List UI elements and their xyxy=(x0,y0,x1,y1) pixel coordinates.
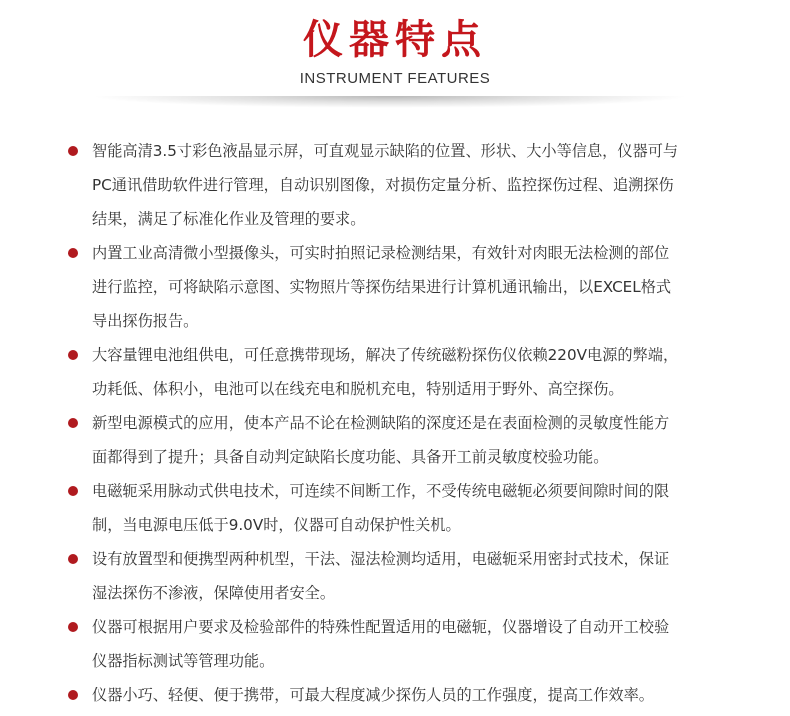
feature-line: 面都得到了提升；具备自动判定缺陷长度功能、具备开工前灵敏度校验功能。 xyxy=(92,448,609,466)
feature-list xyxy=(0,134,790,712)
feature-line: 仪器指标测试等管理功能。 xyxy=(92,652,275,670)
page-subtitle: INSTRUMENT FEATURES xyxy=(299,70,491,87)
bullet-icon xyxy=(68,418,78,428)
feature-line: 仪器小巧、轻便、便于携带，可最大程度减少探伤人员的工作强度，提高工作效率。 xyxy=(92,686,654,704)
feature-line: 进行监控，可将缺陷示意图、实物照片等探伤结果进行计算机通讯输出，以EXCEL格式 xyxy=(92,278,672,296)
feature-line: 大容量锂电池组供电，可任意携带现场，解决了传统磁粉探伤仪依赖220V电源的弊端， xyxy=(92,346,679,364)
bullet-icon xyxy=(68,248,78,258)
bullet-icon xyxy=(68,486,78,496)
feature-item xyxy=(0,406,790,474)
feature-line: 内置工业高清微小型摄像头，可实时拍照记录检测结果，有效针对肉眼无法检测的部位 xyxy=(92,244,670,262)
bullet-icon xyxy=(68,554,78,564)
feature-line: 功耗低、体积小，电池可以在线充电和脱机充电，特别适用于野外、高空探伤。 xyxy=(92,380,624,398)
header-divider xyxy=(90,96,690,108)
feature-item xyxy=(0,474,790,542)
feature-item xyxy=(0,542,790,610)
page-header xyxy=(0,0,790,110)
feature-item xyxy=(0,134,790,236)
feature-item xyxy=(0,236,790,338)
bullet-icon xyxy=(68,146,78,156)
feature-line: 结果，满足了标准化作业及管理的要求。 xyxy=(92,210,366,228)
feature-line: 湿法探伤不渗液，保障使用者安全。 xyxy=(92,584,335,602)
feature-line: PC通讯借助软件进行管理，自动识别图像，对损伤定量分析、监控探伤过程、追溯探伤 xyxy=(92,176,674,194)
feature-item xyxy=(0,338,790,406)
bullet-icon xyxy=(68,690,78,700)
feature-item xyxy=(0,678,790,712)
feature-line: 导出探伤报告。 xyxy=(92,312,199,330)
bullet-icon xyxy=(68,350,78,360)
feature-line: 设有放置型和便携型两种机型，干法、湿法检测均适用，电磁轭采用密封式技术，保证 xyxy=(92,550,670,568)
feature-line: 新型电源模式的应用，使本产品不论在检测缺陷的深度还是在表面检测的灵敏度性能方 xyxy=(92,414,670,432)
bullet-icon xyxy=(68,622,78,632)
feature-line: 仪器可根据用户要求及检验部件的特殊性配置适用的电磁轭，仪器增设了自动开工校验 xyxy=(92,618,670,636)
feature-line: 电磁轭采用脉动式供电技术，可连续不间断工作，不受传统电磁轭必须要间隙时间的限 xyxy=(92,482,670,500)
feature-item xyxy=(0,610,790,678)
feature-line: 制，当电源电压低于9.0V时，仪器可自动保护性关机。 xyxy=(92,516,461,534)
feature-line: 智能高清3.5寸彩色液晶显示屏，可直观显示缺陷的位置、形状、大小等信息，仪器可与 xyxy=(92,142,679,160)
page-title: 仪器特点 xyxy=(303,17,487,63)
